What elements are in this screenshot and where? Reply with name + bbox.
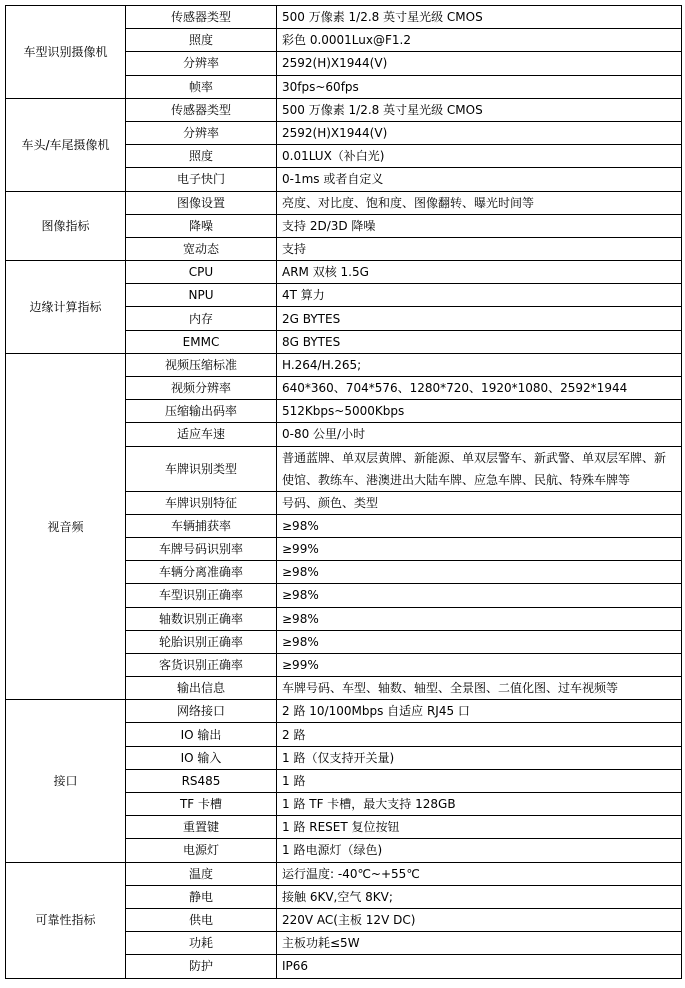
param-cell: 分辨率 xyxy=(126,121,277,144)
value-cell: 支持 xyxy=(277,237,682,260)
table-row xyxy=(6,700,682,723)
value-cell: ≥99% xyxy=(277,537,682,560)
param-cell: 网络接口 xyxy=(126,700,277,723)
param-cell: 降噪 xyxy=(126,214,277,237)
category-cell: 车型识别摄像机 xyxy=(6,6,126,99)
param-cell: 内存 xyxy=(126,307,277,330)
param-cell: 帧率 xyxy=(126,75,277,98)
value-cell: 0-80 公里/小时 xyxy=(277,423,682,446)
param-cell: 适应车速 xyxy=(126,423,277,446)
param-cell: 功耗 xyxy=(126,932,277,955)
category-cell: 边缘计算指标 xyxy=(6,261,126,354)
value-cell: 640*360、704*576、1280*720、1920*1080、2592*1944 xyxy=(277,377,682,400)
param-cell: RS485 xyxy=(126,769,277,792)
value-cell: 500 万像素 1/2.8 英寸星光级 CMOS xyxy=(277,6,682,29)
table-row xyxy=(6,862,682,885)
category-cell: 接口 xyxy=(6,700,126,862)
value-cell: 主板功耗≤5W xyxy=(277,932,682,955)
param-cell: 分辨率 xyxy=(126,52,277,75)
value-cell: 1 路电源灯（绿色) xyxy=(277,839,682,862)
param-cell: 视频分辨率 xyxy=(126,377,277,400)
table-row xyxy=(6,261,682,284)
param-cell: 图像设置 xyxy=(126,191,277,214)
param-cell: 轮胎识别正确率 xyxy=(126,630,277,653)
param-cell: NPU xyxy=(126,284,277,307)
value-cell: H.264/H.265; xyxy=(277,353,682,376)
value-cell: 8G BYTES xyxy=(277,330,682,353)
value-cell: 2 路 10/100Mbps 自适应 RJ45 口 xyxy=(277,700,682,723)
param-cell: 车牌识别特征 xyxy=(126,491,277,514)
value-cell: 512Kbps~5000Kbps xyxy=(277,400,682,423)
param-cell: 静电 xyxy=(126,885,277,908)
value-cell: 30fps~60fps xyxy=(277,75,682,98)
param-cell: 车牌号码识别率 xyxy=(126,537,277,560)
param-cell: 照度 xyxy=(126,145,277,168)
value-cell: 运行温度: -40℃~+55℃ xyxy=(277,862,682,885)
value-cell: ≥98% xyxy=(277,584,682,607)
param-cell: 电源灯 xyxy=(126,839,277,862)
param-cell: 车牌识别类型 xyxy=(126,446,277,491)
table-row xyxy=(6,6,682,29)
value-cell: IP66 xyxy=(277,955,682,978)
value-cell: 1 路 RESET 复位按钮 xyxy=(277,816,682,839)
param-cell: 车辆分离准确率 xyxy=(126,561,277,584)
value-cell: 0-1ms 或者自定义 xyxy=(277,168,682,191)
param-cell: IO 输入 xyxy=(126,746,277,769)
value-cell: 1 路（仅支持开关量) xyxy=(277,746,682,769)
param-cell: TF 卡槽 xyxy=(126,793,277,816)
param-cell: 照度 xyxy=(126,29,277,52)
value-cell: 接触 6KV,空气 8KV; xyxy=(277,885,682,908)
param-cell: 视频压缩标准 xyxy=(126,353,277,376)
spec-table xyxy=(5,5,682,979)
param-cell: 电子快门 xyxy=(126,168,277,191)
value-cell: 彩色 0.0001Lux@F1.2 xyxy=(277,29,682,52)
value-cell: 0.01LUX（补白光) xyxy=(277,145,682,168)
value-cell: 支持 2D/3D 降噪 xyxy=(277,214,682,237)
param-cell: 车辆捕获率 xyxy=(126,514,277,537)
value-cell: ≥98% xyxy=(277,630,682,653)
param-cell: 防护 xyxy=(126,955,277,978)
param-cell: EMMC xyxy=(126,330,277,353)
value-cell: 220V AC(主板 12V DC) xyxy=(277,908,682,931)
param-cell: 传感器类型 xyxy=(126,98,277,121)
value-cell: 1 路 xyxy=(277,769,682,792)
value-cell: 号码、颜色、类型 xyxy=(277,491,682,514)
value-cell: 2 路 xyxy=(277,723,682,746)
value-cell: 500 万像素 1/2.8 英寸星光级 CMOS xyxy=(277,98,682,121)
value-cell: 2592(H)X1944(V) xyxy=(277,121,682,144)
value-cell: ≥98% xyxy=(277,514,682,537)
param-cell: 供电 xyxy=(126,908,277,931)
param-cell: 客货识别正确率 xyxy=(126,653,277,676)
value-cell: 4T 算力 xyxy=(277,284,682,307)
value-cell: 普通蓝牌、单双层黄牌、新能源、单双层警车、新武警、单双层军牌、新使馆、教练车、港澳进出大陆车牌、应急车牌、民航、特殊车牌等 xyxy=(277,446,682,491)
param-cell: 温度 xyxy=(126,862,277,885)
category-cell: 视音频 xyxy=(6,353,126,699)
param-cell: 轴数识别正确率 xyxy=(126,607,277,630)
value-cell: ≥98% xyxy=(277,607,682,630)
param-cell: 压缩输出码率 xyxy=(126,400,277,423)
param-cell: 宽动态 xyxy=(126,237,277,260)
value-cell: 2G BYTES xyxy=(277,307,682,330)
value-cell: 1 路 TF 卡槽，最大支持 128GB xyxy=(277,793,682,816)
category-cell: 车头/车尾摄像机 xyxy=(6,98,126,191)
value-cell: ≥98% xyxy=(277,561,682,584)
param-cell: 车型识别正确率 xyxy=(126,584,277,607)
category-cell: 图像指标 xyxy=(6,191,126,261)
value-cell: 亮度、对比度、饱和度、图像翻转、曝光时间等 xyxy=(277,191,682,214)
value-cell: 2592(H)X1944(V) xyxy=(277,52,682,75)
table-row xyxy=(6,191,682,214)
spec-table-body xyxy=(6,6,682,979)
category-cell: 可靠性指标 xyxy=(6,862,126,978)
value-cell: 车牌号码、车型、轴数、轴型、全景图、二值化图、过车视频等 xyxy=(277,677,682,700)
value-cell: ARM 双核 1.5G xyxy=(277,261,682,284)
value-cell: ≥99% xyxy=(277,653,682,676)
param-cell: 重置键 xyxy=(126,816,277,839)
table-row xyxy=(6,353,682,376)
param-cell: CPU xyxy=(126,261,277,284)
table-row xyxy=(6,98,682,121)
param-cell: 传感器类型 xyxy=(126,6,277,29)
param-cell: IO 输出 xyxy=(126,723,277,746)
param-cell: 输出信息 xyxy=(126,677,277,700)
